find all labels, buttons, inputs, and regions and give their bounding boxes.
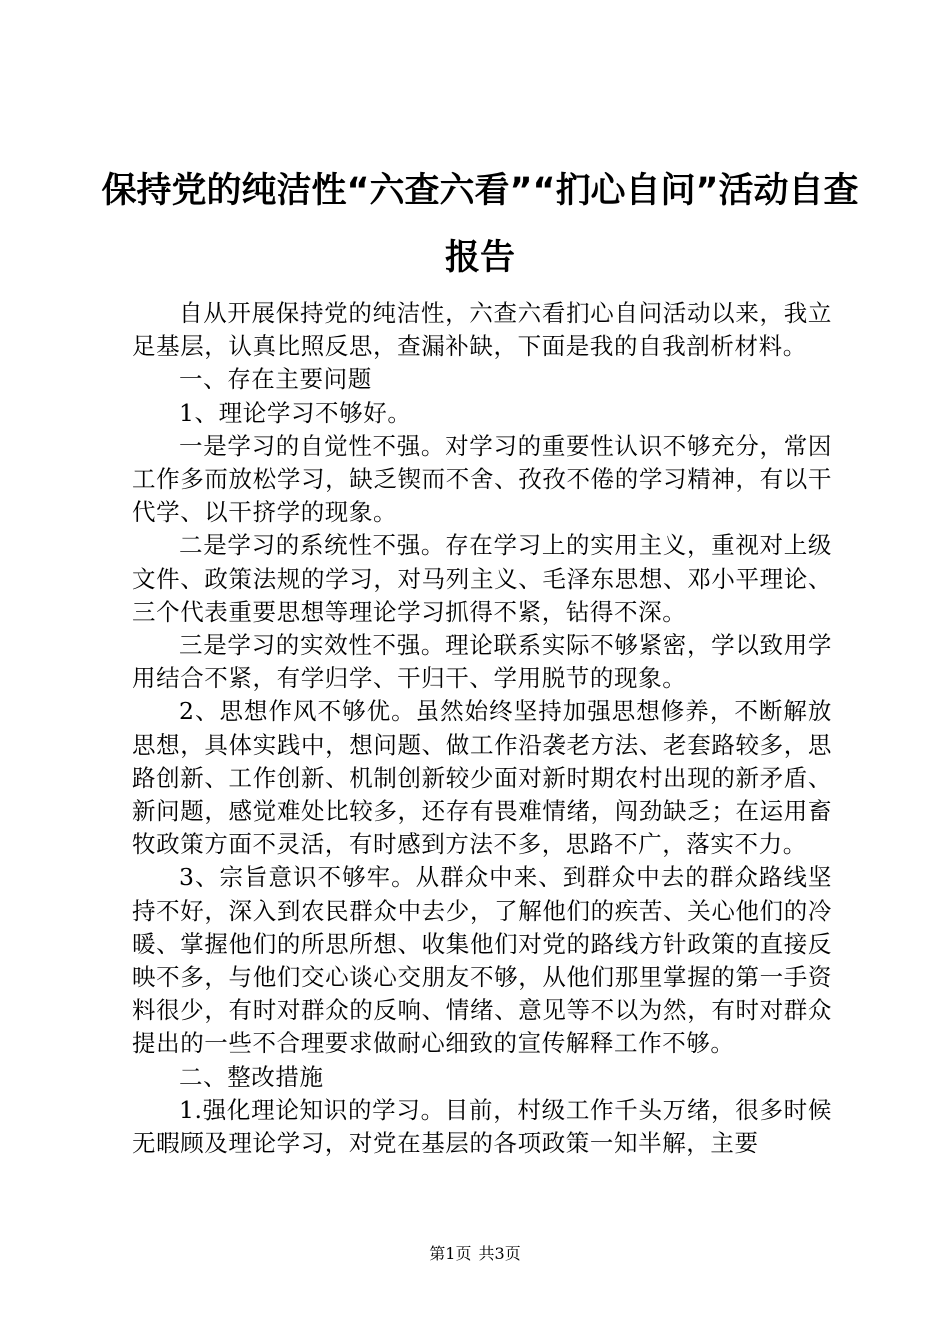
paragraph-strengthen-theory: 1.强化理论知识的学习。目前，村级工作千头万绪，很多时候无暇顾及理论学习，对党在基层的各项政策一知半解，主要 xyxy=(132,1095,832,1158)
paragraph-self-awareness: 一是学习的自觉性不强。对学习的重要性认识不够充分，常因工作多而放松学习，缺乏锲而不舍、孜孜不倦的学习精神，有以干代学、以干挤学的现象。 xyxy=(132,431,832,527)
document-body xyxy=(132,297,832,1160)
paragraph-effectiveness: 三是学习的实效性不强。理论联系实际不够紧密，学以致用学用结合不紧，有学归学、干归干、学用脱节的现象。 xyxy=(132,631,832,693)
section-heading-problems: 一、存在主要问题 xyxy=(179,365,372,394)
page-number: 第1页 xyxy=(429,1244,472,1263)
subheading-theory-study: 1、理论学习不够好。 xyxy=(179,398,412,427)
page-total: 共3页 xyxy=(478,1244,521,1263)
section-heading-measures: 二、整改措施 xyxy=(179,1062,324,1091)
paragraph-systematic: 二是学习的系统性不强。存在学习上的实用主义，重视对上级文件、政策法规的学习，对马列主义、毛泽东思想、邓小平理论、三个代表重要思想等理论学习抓得不紧，钻得不深。 xyxy=(132,531,832,626)
document-title: 保持党的纯洁性“六查六看”“扪心自问”活动自查报告 xyxy=(101,171,859,278)
paragraph-purpose-awareness: 3、宗旨意识不够牢。从群众中来、到群众中去的群众路线坚持不好，深入到农民群众中去少，了解他们的疾苦、关心他们的冷暖、掌握他们的所思所想、收集他们对党的路线方针政策的直接反映不多，与他们交心谈心交朋友不够，从他们那里掌握的第一手资料很少，有时对群众的反响、情绪、意见等不以为然，有时对群众提出的一些不合理要求做耐心细致的宣传解释工作不够。 xyxy=(132,863,832,1058)
page-footer xyxy=(0,1244,950,1264)
paragraph-thinking-style: 2、思想作风不够优。虽然始终坚持加强思想修养，不断解放思想，具体实践中，想问题、做工作沿袭老方法、老套路较多，思路创新、工作创新、机制创新较少面对新时期农村出现的新矛盾、新问题，感觉难处比较多，还存有畏难情绪，闯劲缺乏；在运用畜牧政策方面不灵活，有时感到方法不多，思路不广，落实不力。 xyxy=(132,697,832,859)
paragraph-intro: 自从开展保持党的纯洁性，六查六看扪心自问活动以来，我立足基层，认真比照反思，查漏补缺，下面是我的自我剖析材料。 xyxy=(132,299,832,361)
